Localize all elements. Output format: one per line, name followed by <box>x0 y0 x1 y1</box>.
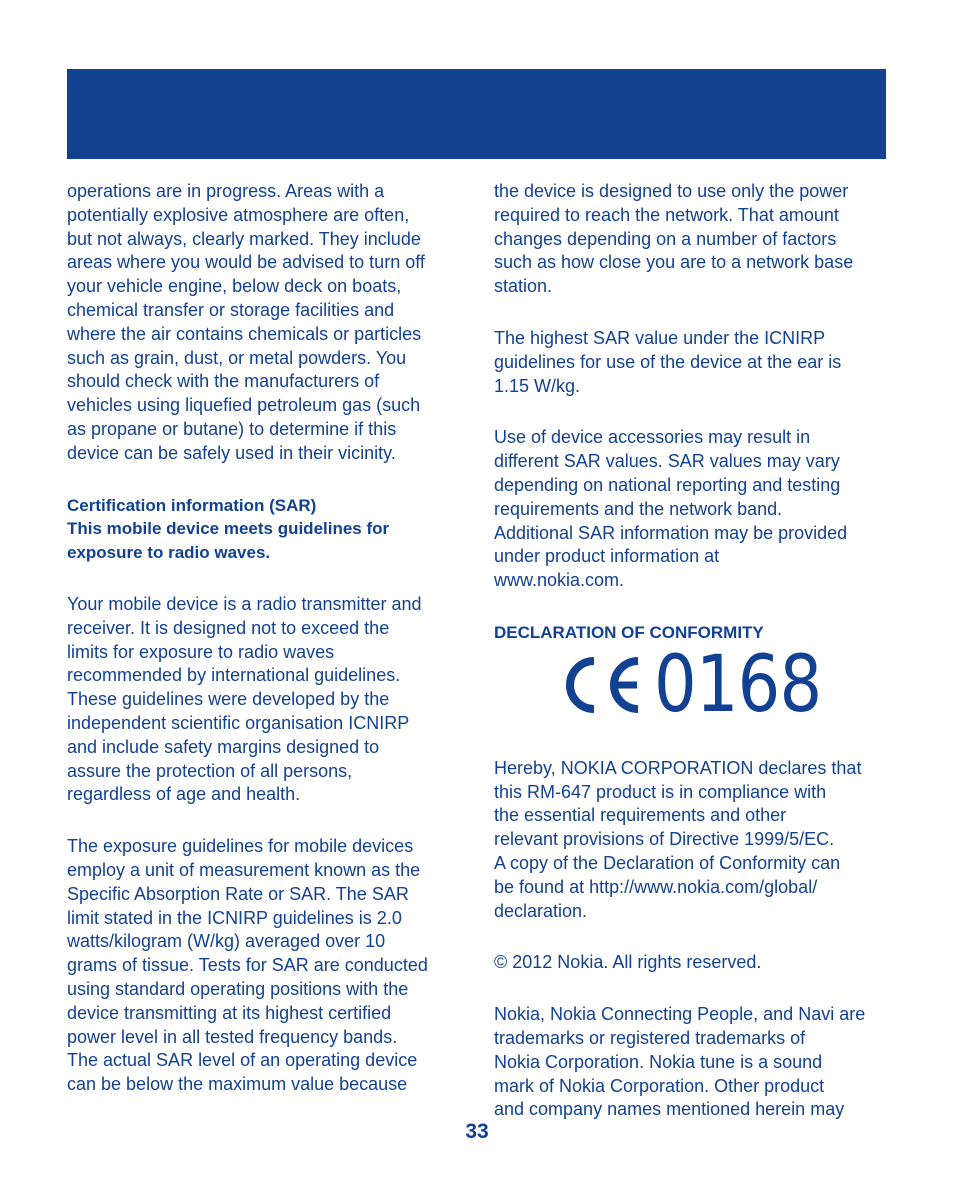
declaration-paragraph: Hereby, NOKIA CORPORATION declares that this RM-647 product is in compliance with the essential requirements and other relevant provisions of Directive 1999/5/EC. A copy of the Declaration of Conformity can be found at http://www.nokia.com/global/ declaration. <box>494 757 862 921</box>
header-bar <box>67 69 886 159</box>
radio-transmitter-paragraph: Your mobile device is a radio transmitter and receiver. It is designed not to exceed the limits for exposure to radio waves recommended by international guidelines. These guidelines were developed by the independent scientific organisation ICNIRP and include safety margins designed to assure the protection of all persons, regardless of age and health. <box>67 593 422 805</box>
copyright-line: © 2012 Nokia. All rights reserved. <box>494 952 762 973</box>
power-network-paragraph: the device is designed to use only the power required to reach the network. That amount changes depending on a number of factors such as how close you are to a network base station. <box>494 181 854 297</box>
right-column <box>494 180 892 1150</box>
notified-body-number: 0168 <box>654 639 822 730</box>
declaration-heading: DECLARATION OF CONFORMITY <box>494 622 764 642</box>
certification-subheading: This mobile device meets guidelines for exposure to radio waves. <box>67 519 390 563</box>
accessories-sar-paragraph: Use of device accessories may result in different SAR values. SAR values may vary depending on national reporting and testing requirements and the network band. Additional SAR information may be provided under product information at www.nokia.com. <box>494 427 848 591</box>
highest-sar-paragraph: The highest SAR value under the ICNIRP guidelines for use of the device at the ear is 1.15 W/kg. <box>494 327 842 396</box>
ce-mark <box>560 639 892 730</box>
explosive-atmosphere-paragraph: operations are in progress. Areas with a potentially explosive atmosphere are often, but not always, clearly marked. They include areas where you would be advised to turn off your vehicle engine, below deck on boats, chemical transfer or storage facilities and where the air contains chemicals or particles such as grain, dust, or metal powders. You should check with the manufacturers of vehicles using liquefied petroleum gas (such as propane or butane) to determine if this device can be safely used in their vicinity. <box>67 181 425 463</box>
certification-heading-block <box>67 494 467 565</box>
sar-guidelines-paragraph: The exposure guidelines for mobile devices employ a unit of measurement known as the Specific Absorption Rate or SAR. The SAR limit stated in the ICNIRP guidelines is 2.0 watts/kilogram (W/kg) averaged over 10 grams of tissue. Tests for SAR are conducted using standard operating positions with the device transmitting at its highest certified power level in all tested frequency bands. The actual SAR level of an operating device can be below the maximum value because <box>67 836 428 1095</box>
certification-heading: Certification information (SAR) <box>67 495 317 515</box>
ce-mark-icon <box>560 655 642 715</box>
page-number: 33 <box>465 1120 489 1143</box>
left-column <box>67 180 467 1125</box>
trademarks-paragraph: Nokia, Nokia Connecting People, and Navi are trademarks or registered trademarks of Nokia Corporation. Nokia tune is a sound mark of Nokia Corporation. Other product and company names mentioned herein may <box>494 1004 866 1120</box>
